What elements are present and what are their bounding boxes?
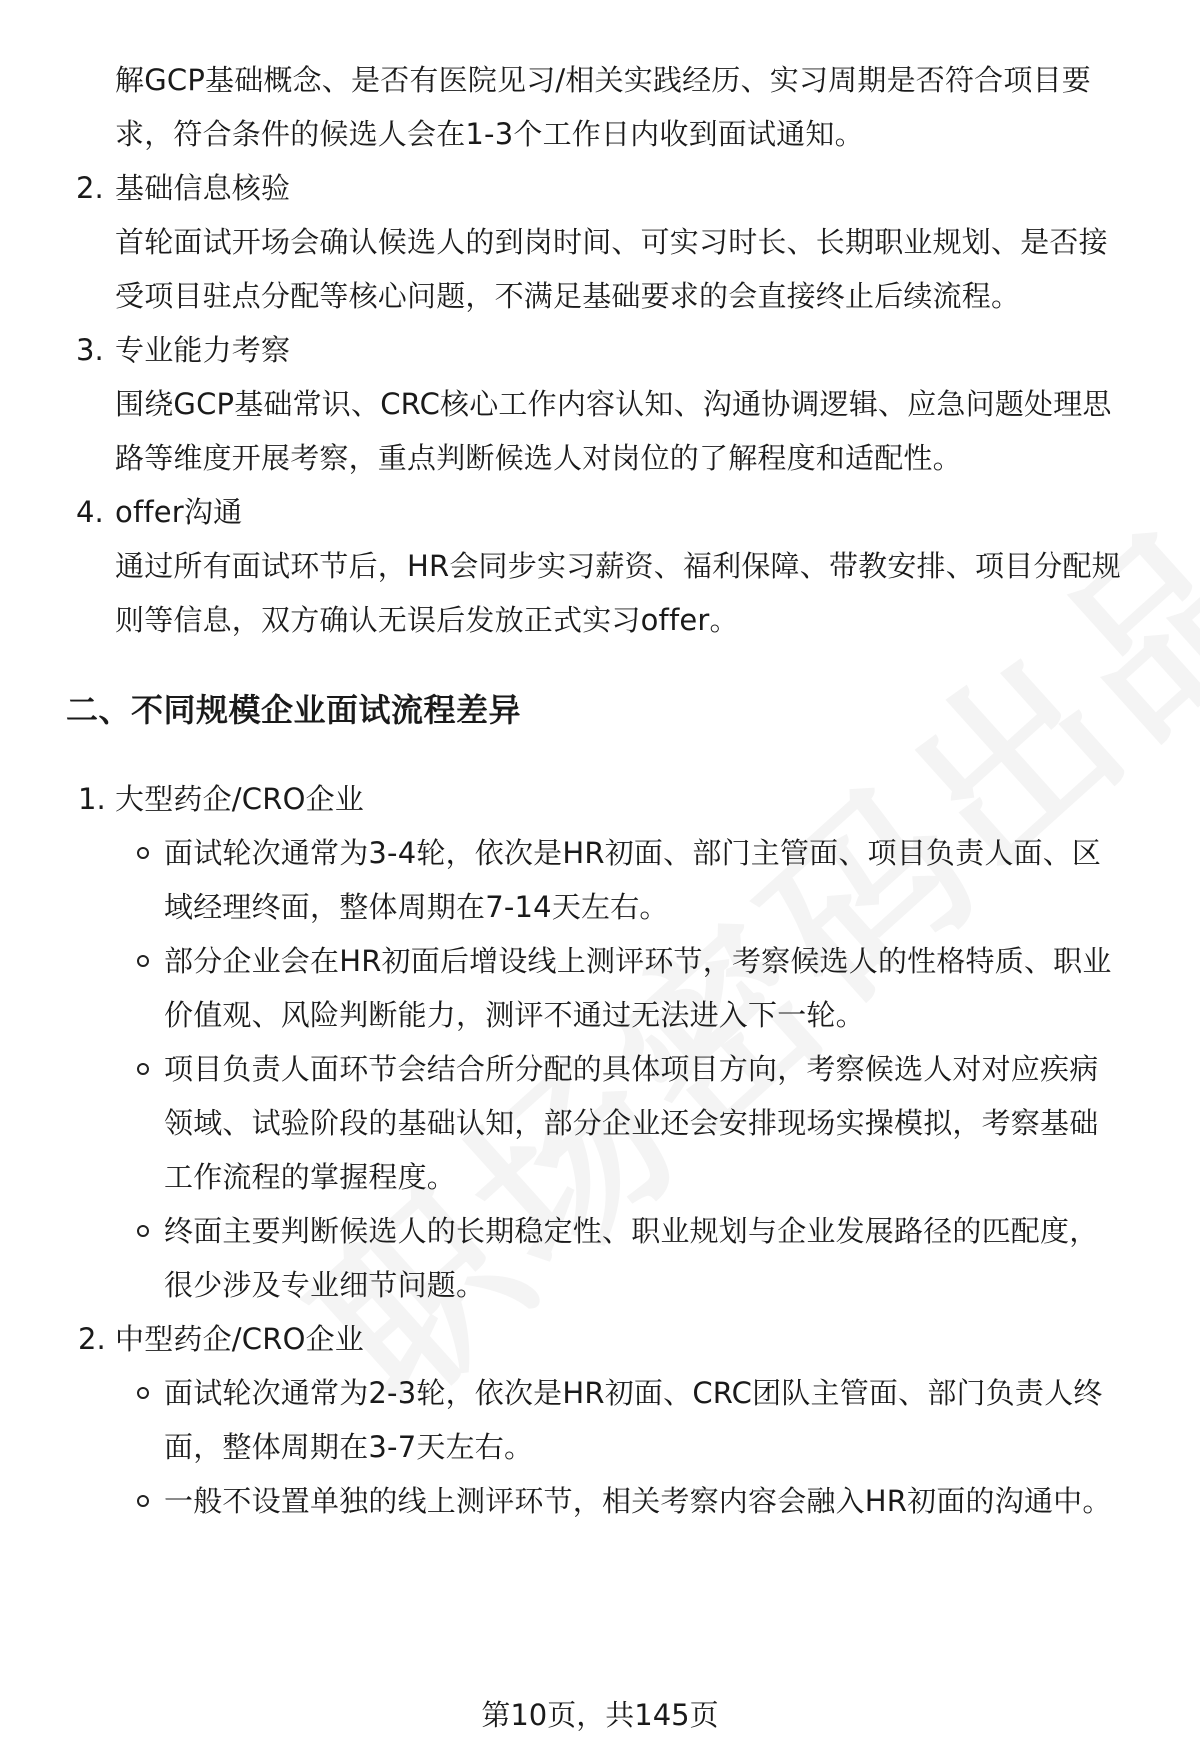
item4-title: offer沟通 xyxy=(115,495,243,529)
item3-line1: 围绕GCP基础常识、CRC核心工作内容认知、沟通协调逻辑、应急问题处理思 xyxy=(115,387,1112,421)
bullet-marker xyxy=(137,847,149,859)
item1-continuation-line2: 求，符合条件的候选人会在1-3个工作日内收到面试通知。 xyxy=(115,117,864,151)
large-enterprise-number: 1. xyxy=(78,782,106,816)
large-bullet3-line1: 项目负责人面环节会结合所分配的具体项目方向，考察候选人对对应疾病 xyxy=(164,1052,1099,1086)
bullet-marker xyxy=(137,1225,149,1237)
bullet-marker xyxy=(137,1495,149,1507)
item2-line1: 首轮面试开场会确认候选人的到岗时间、可实习时长、长期职业规划、是否接 xyxy=(115,225,1108,259)
item3-line2: 路等维度开展考察，重点判断候选人对岗位的了解程度和适配性。 xyxy=(115,441,962,475)
item1-continuation-line1: 解GCP基础概念、是否有医院见习/相关实践经历、实习周期是否符合项目要 xyxy=(115,63,1091,97)
page-number-footer: 第10页，共145页 xyxy=(481,1698,719,1732)
medium-enterprise-title: 中型药企/CRO企业 xyxy=(115,1322,364,1356)
item3-number: 3. xyxy=(76,333,104,367)
item4-line1: 通过所有面试环节后，HR会同步实习薪资、福利保障、带教安排、项目分配规 xyxy=(115,549,1121,583)
bullet-marker xyxy=(137,955,149,967)
bullet-marker xyxy=(137,1063,149,1075)
large-bullet3-line3: 工作流程的掌握程度。 xyxy=(164,1160,457,1194)
large-bullet3-line2: 领域、试验阶段的基础认知，部分企业还会安排现场实操模拟，考察基础 xyxy=(164,1106,1099,1140)
medium-bullet2-line1: 一般不设置单独的线上测评环节，相关考察内容会融入HR初面的沟通中。 xyxy=(164,1484,1112,1518)
item4-number: 4. xyxy=(76,495,104,529)
large-bullet2-line2: 价值观、风险判断能力，测评不通过无法进入下一轮。 xyxy=(164,998,865,1032)
medium-bullet1-line2: 面，整体周期在3-7天左右。 xyxy=(164,1430,534,1464)
bullet-marker xyxy=(137,1387,149,1399)
large-bullet2-line1: 部分企业会在HR初面后增设线上测评环节，考察候选人的性格特质、职业 xyxy=(164,944,1112,978)
item4-line2: 则等信息，双方确认无误后发放正式实习offer。 xyxy=(115,603,739,637)
item2-number: 2. xyxy=(76,171,104,205)
item2-line2: 受项目驻点分配等核心问题，不满足基础要求的会直接终止后续流程。 xyxy=(115,279,1021,313)
medium-bullet1-line1: 面试轮次通常为2-3轮，依次是HR初面、CRC团队主管面、部门负责人终 xyxy=(164,1376,1103,1410)
medium-enterprise-number: 2. xyxy=(78,1322,106,1356)
item2-title: 基础信息核验 xyxy=(115,171,291,205)
large-bullet1-line1: 面试轮次通常为3-4轮，依次是HR初面、部门主管面、项目负责人面、区 xyxy=(164,836,1102,870)
large-bullet4-line2: 很少涉及专业细节问题。 xyxy=(164,1268,486,1302)
large-enterprise-title: 大型药企/CRO企业 xyxy=(115,782,364,816)
large-bullet4-line1: 终面主要判断候选人的长期稳定性、职业规划与企业发展路径的匹配度， xyxy=(164,1214,1099,1248)
section2-heading: 二、不同规模企业面试流程差异 xyxy=(66,691,522,729)
item3-title: 专业能力考察 xyxy=(115,333,291,367)
large-bullet1-line2: 域经理终面，整体周期在7-14天左右。 xyxy=(164,890,669,924)
